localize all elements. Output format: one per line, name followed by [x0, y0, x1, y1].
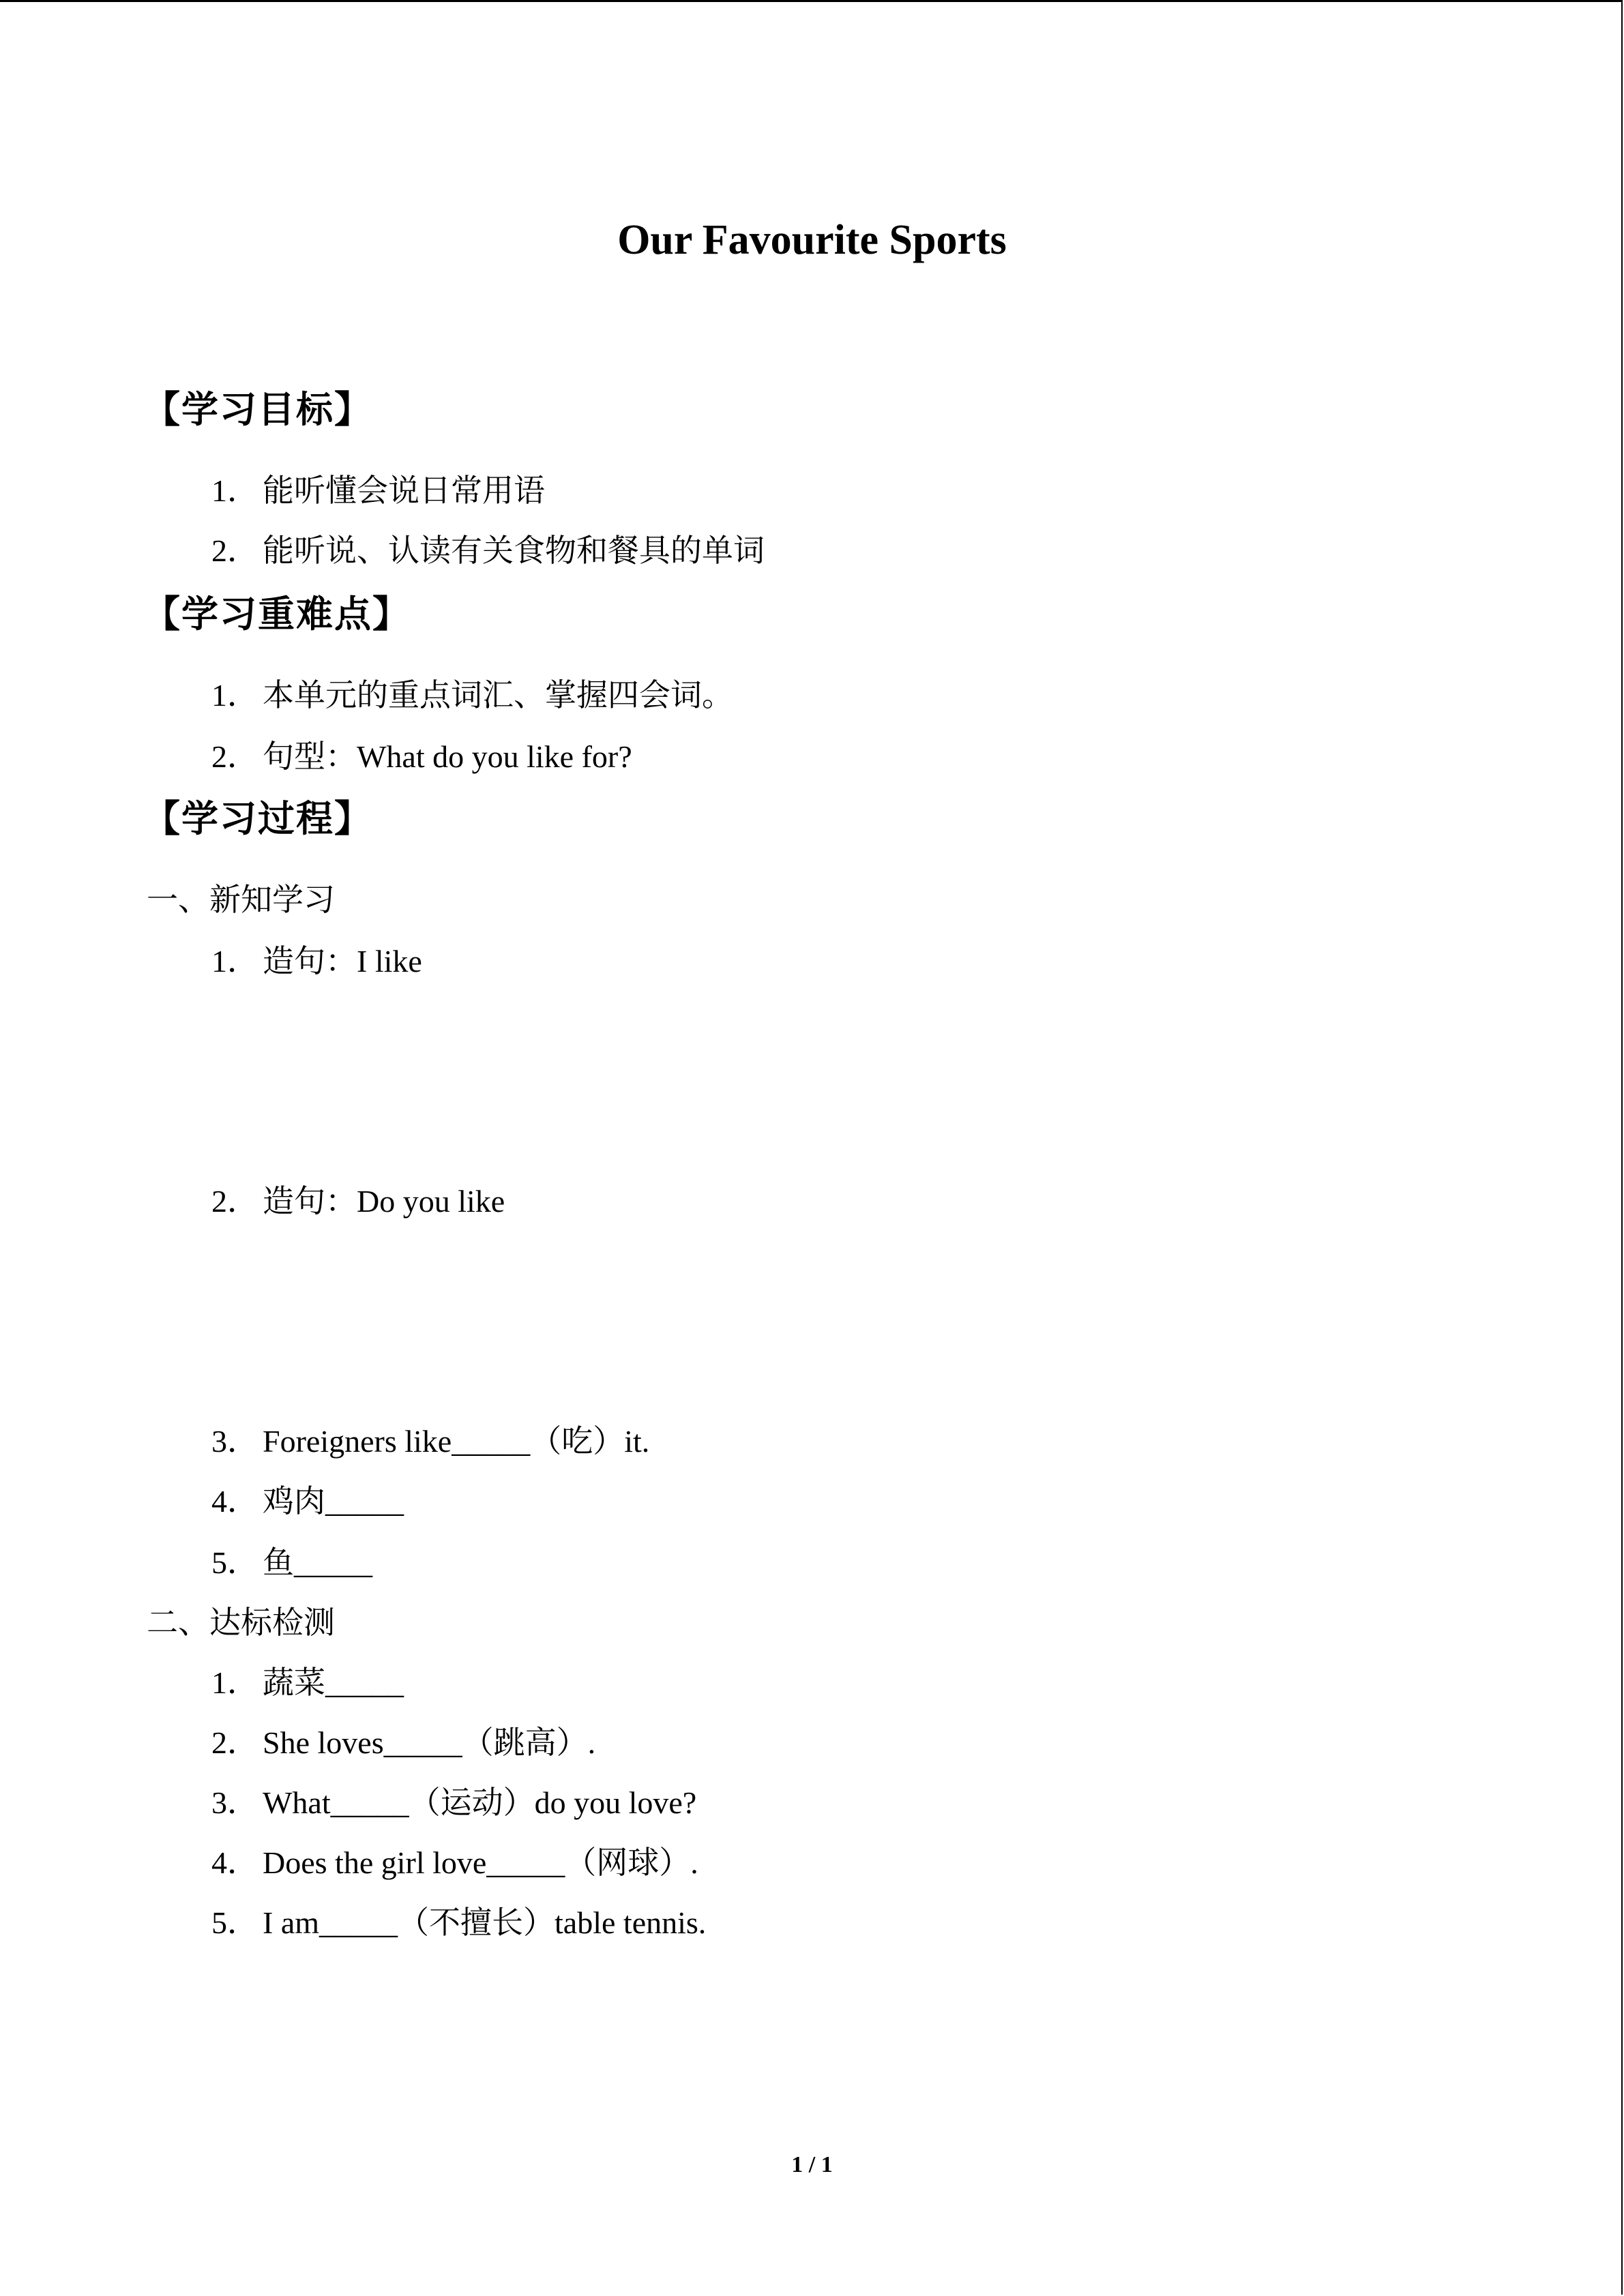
- list-item: [211, 941, 422, 982]
- list-item: [211, 736, 632, 777]
- item-text: 能听说、认读有关食物和餐具的单词: [263, 533, 765, 568]
- item-text: What_____（运动）do you love?: [263, 1785, 697, 1820]
- item-text: 鸡肉_____: [263, 1484, 404, 1519]
- item-text: 蔬菜_____: [263, 1665, 404, 1700]
- item-text: Foreigners like_____（吃）it.: [263, 1424, 650, 1459]
- subsection-label-assessment: 二、达标检测: [147, 1605, 335, 1640]
- item-number: 1．: [211, 678, 259, 713]
- item-text: Does the girl love_____（网球）.: [263, 1845, 698, 1880]
- item-text: 能听懂会说日常用语: [263, 473, 545, 508]
- item-number: 4．: [211, 1484, 259, 1519]
- item-text: 句型：What do you like for?: [263, 739, 632, 774]
- list-item: [211, 1421, 649, 1462]
- item-number: 5．: [211, 1905, 259, 1940]
- document-title: Our Favourite Sports: [617, 217, 1007, 263]
- item-number: 1．: [211, 1665, 259, 1700]
- item-text: 造句：Do you like: [263, 1184, 505, 1219]
- item-number: 2．: [211, 1184, 259, 1219]
- item-number: 2．: [211, 1725, 259, 1760]
- item-number: 4．: [211, 1845, 259, 1880]
- list-item: [211, 1663, 404, 1703]
- item-text: 造句：I like: [263, 944, 422, 979]
- item-text: She loves_____（跳高）.: [263, 1725, 596, 1760]
- list-item: [211, 1903, 706, 1943]
- list-item: [211, 1723, 595, 1763]
- list-item: [211, 675, 733, 716]
- list-item: [211, 1481, 404, 1522]
- list-item: [211, 531, 765, 571]
- subsection-label-new-learning: 一、新知学习: [147, 882, 335, 917]
- list-item: [211, 471, 545, 511]
- list-item: [211, 1542, 372, 1583]
- list-item: [211, 1843, 698, 1883]
- item-number: 3．: [211, 1785, 259, 1820]
- list-item: [211, 1181, 505, 1222]
- item-text: 鱼_____: [263, 1545, 372, 1580]
- item-number: 1．: [211, 944, 259, 979]
- list-item: [211, 1783, 696, 1823]
- item-number: 1．: [211, 473, 259, 508]
- section-heading-key-points: 【学习重难点】: [143, 593, 411, 636]
- section-heading-objectives: 【学习目标】: [143, 388, 372, 431]
- item-number: 2．: [211, 533, 259, 568]
- item-text: I am_____（不擅长）table tennis.: [263, 1905, 707, 1940]
- item-number: 5．: [211, 1545, 259, 1580]
- section-heading-process: 【学习过程】: [143, 797, 372, 840]
- item-number: 3．: [211, 1424, 259, 1459]
- page-number: 1 / 1: [791, 2152, 833, 2177]
- item-number: 2．: [211, 739, 259, 774]
- item-text: 本单元的重点词汇、掌握四会词。: [263, 678, 733, 713]
